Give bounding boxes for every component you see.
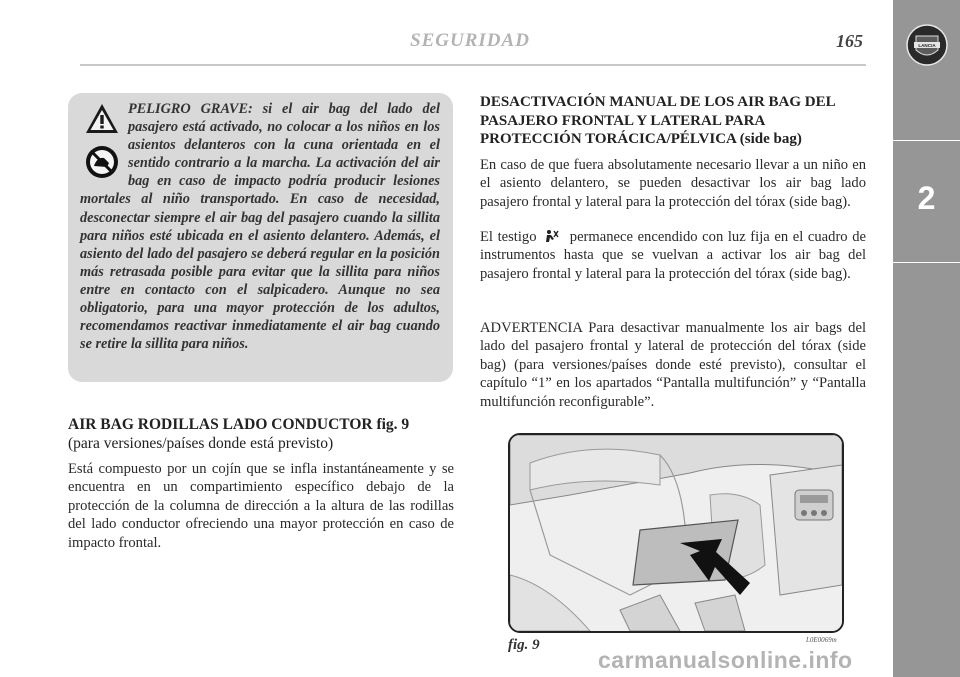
- chapter-sidebar: [893, 0, 960, 677]
- figure-code: L0E0069m: [806, 636, 837, 644]
- figure-caption: fig. 9: [508, 637, 540, 653]
- section-subheading: (para versiones/países donde está previsto): [68, 435, 334, 452]
- figure-9-knee-airbag: [508, 433, 844, 633]
- indicator-text-start: El testigo: [480, 229, 537, 245]
- chapter-number: 2: [917, 180, 936, 216]
- sidebar-divider: [893, 140, 960, 141]
- indicator-text-end: permanece encendido con luz fija en el cuadro de instrumentos hasta que se vuelvan a activar los air bag del pasajero frontal y lateral para la protección del tórax (side bag).: [480, 229, 866, 282]
- page-number: 165: [836, 31, 863, 51]
- header-rule: [80, 64, 866, 66]
- warning-note-paragraph: ADVERTENCIA Para desactivar manualmente los air bags del lado del pasajero frontal y lateral de protección del tórax (side bag) (para versiones/países donde esté previsto), consultar el capítulo “1” en los apartados “Pantalla multifunción” y “Pantalla multifunción reconfigurable”.: [480, 320, 866, 410]
- dashboard-illustration: [510, 435, 842, 631]
- header-title: SEGURIDAD: [410, 30, 530, 51]
- watermark: carmanualsonline.info: [598, 647, 853, 673]
- indicator-paragraph: [480, 228, 866, 283]
- airbag-off-indicator-icon: [543, 229, 559, 243]
- sidebar-divider: [893, 262, 960, 263]
- lancia-logo-icon: [906, 24, 948, 66]
- deactivation-paragraph: En caso de que fuera absolutamente necesario llevar a un niño en el asiento delantero, se pueden desactivar los air bag lado pasajero frontal y lateral para la protección del tórax (side bag).: [480, 157, 866, 210]
- warning-text: PELIGRO GRAVE: si el air bag del lado del pasajero está activado, no colocar a los niños en los asientos delanteros con la cuna orientada en el sentido contrario a la marcha. La activación del air bag en caso de impacto podría producir lesiones mortales al niño transportado. En caso de necesidad, desconectar siempre el air bag del pasajero cuando la sillita para niños esté ubicada en el asiento delantero. Además, el asiento del lado del pasajero se deberá regular en la posición más retrasada posible para evitar que la sillita para niños entre en contacto con el salpicadero. Aunque no sea obligatorio, para una mayor protección de los adultos, recomendamos reactivar inmediatamente el air bag cuando se retire la sillita para niños.: [80, 101, 440, 353]
- section-heading-deactivation: DESACTIVACIÓN MANUAL DE LOS AIR BAG DEL PASAJERO FRONTAL Y LATERAL PARA PROTECCIÓN TORÁCICA/PÉLVICA (side bag): [480, 94, 835, 147]
- section-heading-knee-airbag: AIR BAG RODILLAS LADO CONDUCTOR fig. 9: [68, 416, 410, 433]
- logo-lettering: LANCIA: [918, 43, 936, 48]
- knee-airbag-paragraph: Está compuesto por un cojín que se infla instantáneamente y se encuentra en un compartimiento específico debajo de la protección de la columna de dirección a la altura de las rodillas del lado conductor ofreciendo una mayor protección en caso de impacto frontal.: [68, 461, 454, 551]
